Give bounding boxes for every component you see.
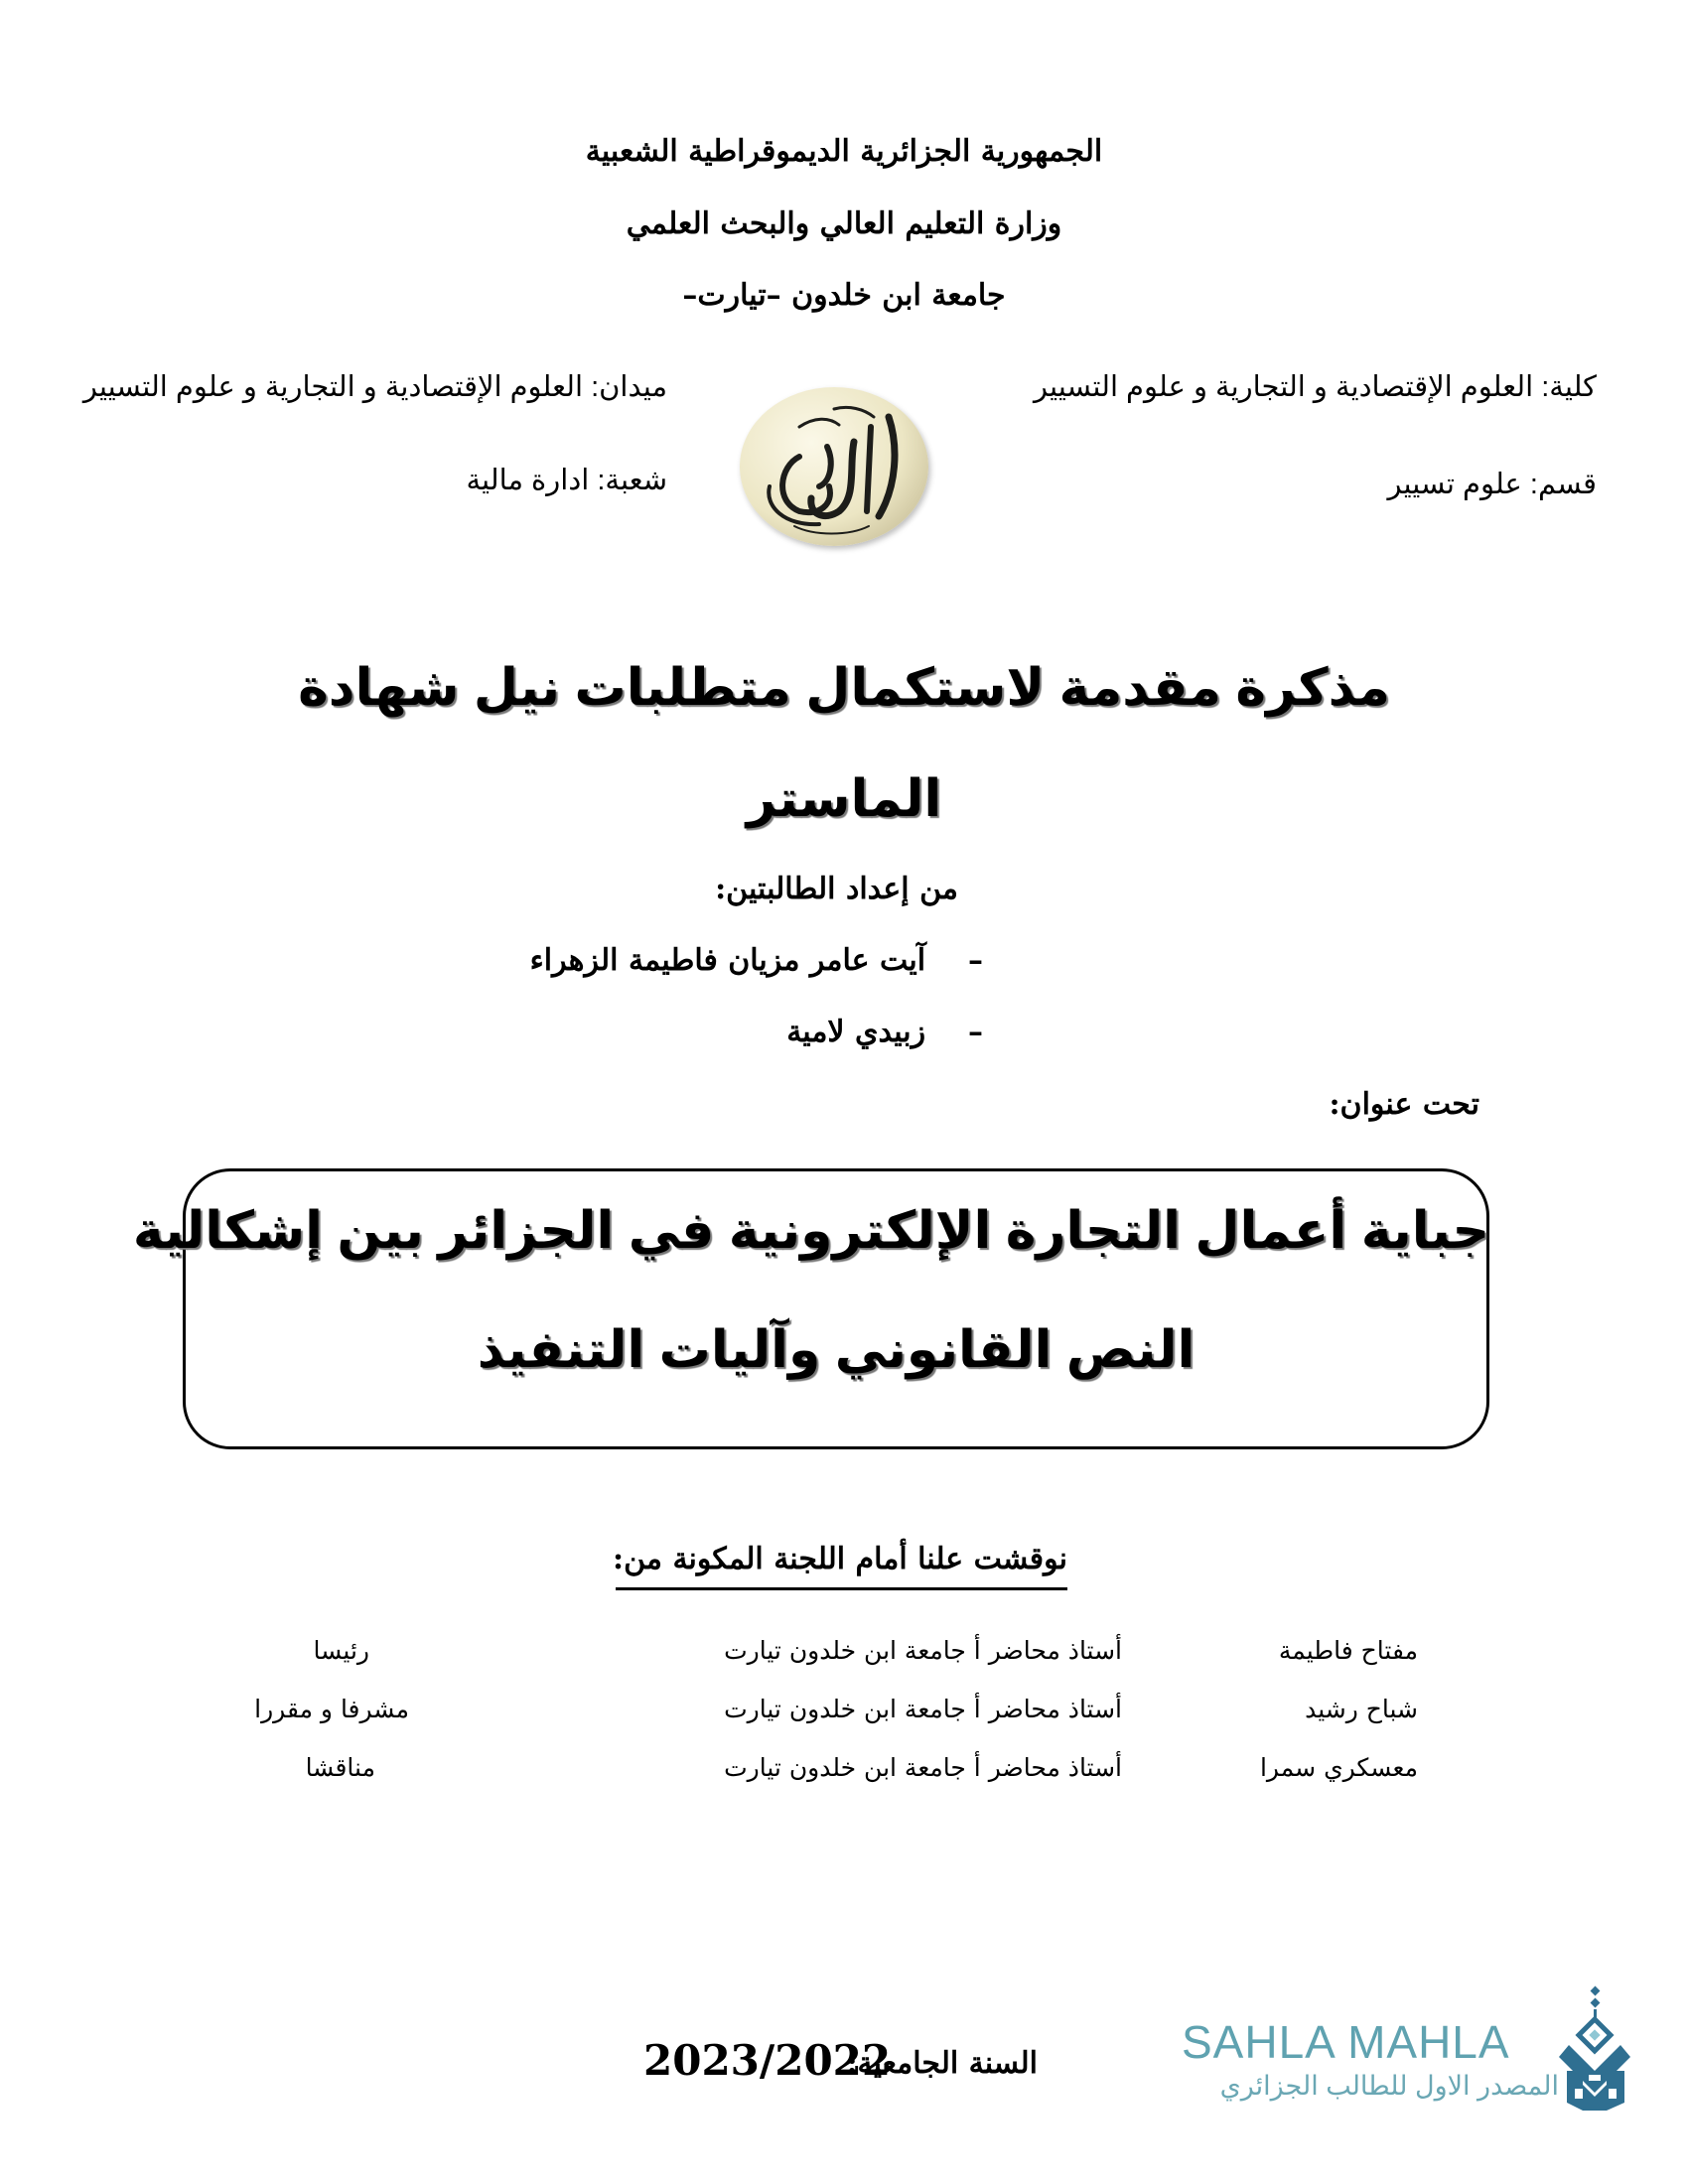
topic-title-line2: النص القانوني وآليات التنفيذ <box>477 1321 1196 1379</box>
thesis-title-line1: مذكرة مقدمة لاستكمال متطلبات نيل شهادة <box>298 659 1390 717</box>
jury-member-name: مفتاح فاطيمة <box>1278 1636 1418 1665</box>
header-university: جامعة ابن خلدون –تيارت– <box>682 278 1006 313</box>
thesis-title-line2: الماستر <box>746 770 942 828</box>
jury-member-role: مناقشا <box>305 1753 375 1782</box>
department-label: قسم: علوم تسيير <box>1387 469 1597 500</box>
jury-member-role: رئيسا <box>313 1636 369 1665</box>
header-ministry: وزارة التعليم العالي والبحث العلمي <box>626 206 1062 241</box>
jury-member-rank: أستاذ محاضر أ جامعة ابن خلدون تيارت <box>724 1636 1122 1665</box>
student-name: آيت عامر مزيان فاطيمة الزهراء <box>529 943 926 978</box>
student-name: زبيدي لامية <box>786 1015 926 1049</box>
bullet-dash: – <box>968 1015 983 1049</box>
topic-label: تحت عنوان: <box>1329 1087 1479 1122</box>
field-label: ميدان: العلوم الإقتصادية و التجارية و علوم التسيير <box>82 371 667 403</box>
faculty-label: كلية: العلوم الإقتصادية و التجارية و علوم التسيير <box>1033 371 1597 403</box>
jury-member-rank: أستاذ محاضر أ جامعة ابن خلدون تيارت <box>724 1695 1122 1723</box>
jury-heading-underline <box>616 1587 1067 1590</box>
watermark-brand: SAHLA MAHLA <box>1182 2016 1510 2068</box>
sahla-mahla-logo-icon <box>1559 1985 1633 2113</box>
topic-title-line1: جباية أعمال التجارة الإلكترونية في الجزائر بين إشكالية <box>132 1202 1489 1260</box>
academic-year-label: السنة الجامعية: <box>846 2046 1038 2081</box>
jury-member-rank: أستاذ محاضر أ جامعة ابن خلدون تيارت <box>724 1753 1122 1782</box>
sahla-mahla-watermark <box>1182 1985 1638 2115</box>
jury-member-role: مشرفا و مقررا <box>254 1695 409 1723</box>
student-item <box>530 943 983 978</box>
branch-label: شعبة: ادارة مالية <box>466 465 667 496</box>
students-label: من إعداد الطالبتين: <box>715 872 958 906</box>
student-item <box>786 1015 983 1049</box>
academic-year-value: 2023/2022 <box>643 2036 892 2085</box>
header-republic: الجمهورية الجزائرية الديموقراطية الشعبية <box>585 134 1103 169</box>
bullet-dash: – <box>968 943 983 978</box>
jury-member-name: معسكري سمرا <box>1259 1753 1418 1782</box>
jury-heading: نوقشت علنا أمام اللجنة المكونة من: <box>613 1542 1067 1576</box>
jury-member-name: شباح رشيد <box>1305 1695 1418 1723</box>
university-seal-icon <box>740 387 928 546</box>
watermark-tagline: المصدر الاول للطالب الجزائري <box>1219 2071 1559 2101</box>
